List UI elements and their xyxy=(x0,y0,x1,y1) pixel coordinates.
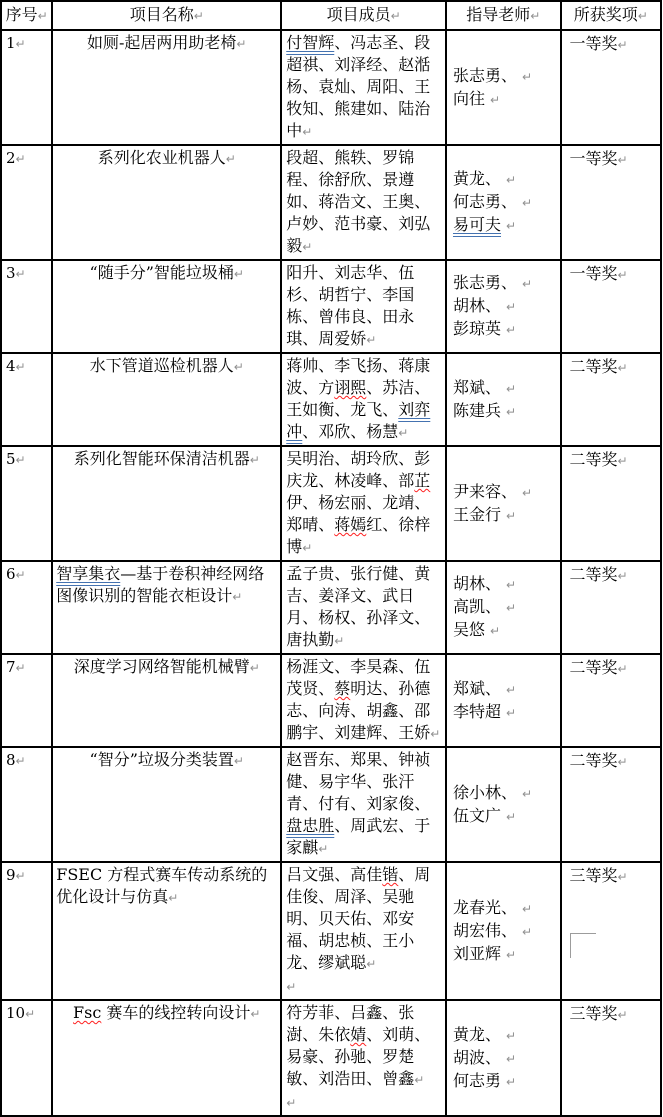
advisor-line xyxy=(453,214,558,237)
text-segment: 胡波、 xyxy=(452,1047,501,1067)
text-segment: 黄龙、 xyxy=(452,1024,501,1044)
text-segment: 李特超 xyxy=(452,701,501,721)
line-break-mark: ↵ xyxy=(506,705,517,720)
header-label: 所获奖项 xyxy=(573,5,638,24)
header-col-project-name xyxy=(52,1,281,30)
line-break-mark: ↵ xyxy=(15,754,26,768)
cell-index xyxy=(1,654,52,747)
header-col-members xyxy=(281,1,446,30)
line-break-mark: ↵ xyxy=(15,152,26,166)
spellcheck-flagged-text: 蔡 xyxy=(334,679,351,698)
line-break-mark: ↵ xyxy=(414,1073,425,1087)
header-row xyxy=(1,1,661,30)
row-number: 4 xyxy=(6,357,16,375)
line-break-mark: ↵ xyxy=(617,662,628,676)
cell-project-name xyxy=(52,561,281,654)
advisor-line xyxy=(453,678,558,701)
advisor-line xyxy=(453,596,558,619)
line-break-mark: ↵ xyxy=(15,661,26,675)
advisor-line xyxy=(453,1070,558,1093)
cell-index xyxy=(1,446,52,561)
line-break-mark: ↵ xyxy=(302,125,313,139)
line-break-mark: ↵ xyxy=(617,755,628,769)
blue-double-underlined-text: 智享集衣 xyxy=(56,564,121,583)
text-segment: “随手分”智能垃圾桶 xyxy=(89,263,234,282)
line-break-mark: ↵ xyxy=(490,92,501,107)
text-segment: 杨涯文、李昊森、伍茂贤、 xyxy=(286,657,431,698)
cell-award xyxy=(561,862,662,1000)
cell-project-name xyxy=(52,862,281,1000)
line-break-mark: ↵ xyxy=(522,901,533,916)
text-segment: 胡宏伟、 xyxy=(452,920,517,940)
table-body xyxy=(1,30,661,1116)
line-break-mark: ↵ xyxy=(617,38,628,52)
table-row xyxy=(1,862,661,1000)
cell-advisors xyxy=(446,30,561,145)
cell-award xyxy=(561,145,662,260)
text-segment: 吴悠 xyxy=(452,620,485,639)
line-break-mark: ↵ xyxy=(617,361,628,375)
line-break-mark: ↵ xyxy=(15,37,26,51)
line-break-mark: ↵ xyxy=(286,980,297,994)
spellcheck-flagged-text: 蒋嫣 xyxy=(334,515,367,534)
line-break-mark: ↵ xyxy=(637,9,648,23)
cell-index xyxy=(1,30,52,145)
text-segment: 蒋帅、李飞扬、蒋康波、方 xyxy=(286,356,431,397)
award-label: 二等奖 xyxy=(569,658,618,677)
line-break-mark: ↵ xyxy=(233,267,244,281)
blue-double-underlined-text: 付智辉 xyxy=(286,33,335,52)
row-number: 1 xyxy=(6,34,16,52)
table-row xyxy=(1,747,661,862)
text-segment: 王金行 xyxy=(452,504,501,524)
cell-advisors xyxy=(446,561,561,654)
row-number: 10 xyxy=(6,1004,26,1022)
line-break-mark: ↵ xyxy=(522,786,533,801)
blue-double-underlined-text: 刘弈冲 xyxy=(286,400,431,441)
award-label: 一等奖 xyxy=(569,264,618,283)
line-break-mark: ↵ xyxy=(522,277,533,291)
award-label: 三等奖 xyxy=(569,866,618,885)
award-label: 二等奖 xyxy=(569,751,618,770)
text-segment: 深度学习网络智能机械臂 xyxy=(73,657,250,676)
advisor-line xyxy=(453,920,558,943)
text-segment: 陈建兵 xyxy=(452,400,501,420)
line-break-mark: ↵ xyxy=(522,924,533,939)
line-break-mark: ↵ xyxy=(522,69,533,84)
text-segment: 明达、孙德志、向涛、胡鑫、邵鹏宇、刘建辉、王娇 xyxy=(286,679,431,742)
line-break-mark: ↵ xyxy=(617,870,628,884)
text-segment: 、周武宏、于家麒 xyxy=(286,816,431,857)
cell-members xyxy=(281,862,446,1000)
award-label: 三等奖 xyxy=(569,1004,618,1023)
text-segment: 高凯、 xyxy=(452,597,501,616)
line-break-mark: ↵ xyxy=(617,454,628,468)
line-break-mark: ↵ xyxy=(522,196,533,210)
cell-members xyxy=(281,30,446,145)
cell-members xyxy=(281,747,446,862)
row-number: 5 xyxy=(6,450,16,468)
row-number: 3 xyxy=(6,264,16,282)
award-label: 一等奖 xyxy=(569,149,618,168)
cell-advisors xyxy=(446,145,561,260)
cell-members xyxy=(281,145,446,260)
line-break-mark: ↵ xyxy=(617,153,628,167)
line-break-mark: ↵ xyxy=(232,590,243,604)
cell-advisors xyxy=(446,1000,561,1116)
cell-project-name xyxy=(52,446,281,561)
line-break-mark: ↵ xyxy=(398,426,409,440)
line-break-mark: ↵ xyxy=(15,267,26,281)
advisor-line xyxy=(453,318,558,341)
line-break-mark: ↵ xyxy=(366,333,377,347)
cell-project-name xyxy=(52,145,281,260)
advisor-line xyxy=(453,504,558,527)
cell-award xyxy=(561,747,662,862)
text-boundary-corner-mark xyxy=(570,933,596,958)
line-break-mark: ↵ xyxy=(506,323,517,337)
advisor-line xyxy=(453,701,558,724)
text-segment: —基于卷积神经网络图像识别的智能衣柜设计 xyxy=(56,564,265,605)
line-break-mark: ↵ xyxy=(249,661,260,675)
header-col-index xyxy=(1,1,52,30)
cell-index xyxy=(1,353,52,446)
cell-award xyxy=(561,561,662,654)
table-header xyxy=(1,1,661,30)
award-label: 一等奖 xyxy=(569,34,618,53)
line-break-mark: ↵ xyxy=(490,624,501,638)
table-row xyxy=(1,145,661,260)
text-segment: 向往 xyxy=(452,88,485,108)
header-label: 序号 xyxy=(5,5,38,24)
line-break-mark: ↵ xyxy=(302,541,313,555)
line-break-mark: ↵ xyxy=(390,9,401,23)
header-label: 指导老师 xyxy=(466,5,531,24)
text-segment: 赵晋东、郑果、钟祯健、易宇华、张汗青、付有、刘家俊、 xyxy=(286,750,431,813)
text-segment: 系列化农业机器人 xyxy=(97,148,226,167)
line-break-mark: ↵ xyxy=(506,1051,517,1066)
table-row xyxy=(1,561,661,654)
cell-index xyxy=(1,260,52,353)
advisor-line xyxy=(453,88,558,111)
advisor-line xyxy=(453,377,558,400)
table-row xyxy=(1,353,661,446)
text-segment: 龙春光、 xyxy=(452,897,517,917)
text-segment: 符芳菲、吕鑫、张澍、朱依 xyxy=(286,1003,415,1044)
row-number: 2 xyxy=(6,149,16,167)
text-segment: 伊、杨宏丽、龙靖、郑晴、 xyxy=(286,493,431,534)
line-break-mark: ↵ xyxy=(506,219,517,233)
cell-project-name xyxy=(52,353,281,446)
advisor-line xyxy=(453,481,558,504)
text-segment: 尹来容、 xyxy=(452,481,517,501)
line-break-mark: ↵ xyxy=(506,1074,517,1089)
header-col-award xyxy=(561,1,662,30)
row-number: 6 xyxy=(6,565,16,583)
advisor-line xyxy=(453,1047,558,1070)
cell-advisors xyxy=(446,747,561,862)
cell-members xyxy=(281,353,446,446)
line-break-mark: ↵ xyxy=(318,842,329,856)
line-break-mark: ↵ xyxy=(430,727,441,741)
spellcheck-flagged-text: 锴 xyxy=(382,865,399,884)
empty-paragraph xyxy=(286,1091,443,1114)
award-label: 二等奖 xyxy=(569,565,618,584)
cell-project-name xyxy=(52,260,281,353)
line-break-mark: ↵ xyxy=(15,360,26,374)
cell-members xyxy=(281,260,446,353)
cell-members xyxy=(281,446,446,561)
line-break-mark: ↵ xyxy=(302,240,313,254)
cell-index xyxy=(1,561,52,654)
text-segment: “智分”垃圾分类装置 xyxy=(89,750,234,769)
advisor-line xyxy=(453,619,558,642)
line-break-mark: ↵ xyxy=(233,754,244,768)
text-segment: 赛车的线控转向设计 xyxy=(101,1003,251,1022)
cell-advisors xyxy=(446,353,561,446)
cell-index xyxy=(1,747,52,862)
line-break-mark: ↵ xyxy=(506,1028,517,1043)
spellcheck-flagged-text: Fsc xyxy=(73,1003,102,1022)
line-break-mark: ↵ xyxy=(617,268,628,282)
text-segment: 郑斌、 xyxy=(452,678,501,698)
text-segment: 系列化智能环保清洁机器 xyxy=(73,449,250,468)
table-row xyxy=(1,260,661,353)
line-break-mark: ↵ xyxy=(506,404,517,419)
cell-award xyxy=(561,446,662,561)
line-break-mark: ↵ xyxy=(617,569,628,583)
text-segment: 红、徐梓博 xyxy=(286,515,431,556)
text-segment: 、刘萌、易豪、孙驰、罗楚敏、刘浩田、曾鑫 xyxy=(286,1025,431,1088)
text-segment: FSEC 方程式赛车传动系统的优化设计与仿真 xyxy=(56,865,268,906)
text-segment: 、苏洁、王如衡、龙飞、 xyxy=(286,378,431,419)
line-break-mark: ↵ xyxy=(506,173,517,187)
text-segment: 、邓欣、杨慧 xyxy=(302,422,399,441)
advisor-line xyxy=(453,943,558,966)
table-row xyxy=(1,654,661,747)
advisor-line xyxy=(453,295,558,318)
line-break-mark: ↵ xyxy=(366,957,377,971)
cell-award xyxy=(561,654,662,747)
empty-paragraph xyxy=(286,975,443,998)
advisor-line xyxy=(453,272,558,295)
text-segment: 伍文广 xyxy=(452,805,501,825)
advisor-line xyxy=(453,573,558,596)
line-break-mark: ↵ xyxy=(193,9,204,23)
text-segment: 张志勇、 xyxy=(452,65,517,85)
text-segment: 、冯志圣、段超祺、刘泽经、赵湉杨、袁灿、周阳、王牧知、熊建如、陆治中 xyxy=(286,33,431,140)
line-break-mark: ↵ xyxy=(236,37,247,51)
cell-project-name xyxy=(52,654,281,747)
cell-award xyxy=(561,1000,662,1116)
text-segment: 吴明治、胡玲欣、彭庆龙、林凌峰、部 xyxy=(286,449,431,490)
spellcheck-flagged-text: 婧 xyxy=(350,1025,367,1044)
cell-members xyxy=(281,654,446,747)
blue-double-underlined-text: 易可夫 xyxy=(452,215,501,234)
cell-award xyxy=(561,353,662,446)
advisor-line xyxy=(453,400,558,423)
advisor-line xyxy=(453,897,558,920)
header-label: 项目成员 xyxy=(326,5,391,24)
cell-index xyxy=(1,145,52,260)
cell-advisors xyxy=(446,654,561,747)
cell-members xyxy=(281,1000,446,1116)
line-break-mark: ↵ xyxy=(617,1008,628,1022)
text-segment: 徐小林、 xyxy=(452,782,517,802)
line-break-mark: ↵ xyxy=(506,300,517,314)
line-break-mark: ↵ xyxy=(530,9,541,23)
text-segment: 水下管道巡检机器人 xyxy=(89,356,234,375)
text-segment: 郑斌、 xyxy=(452,377,501,397)
text-segment: 彭琼英 xyxy=(452,319,501,338)
table-row xyxy=(1,1000,661,1116)
line-break-mark: ↵ xyxy=(506,381,517,396)
text-segment: 何志勇 xyxy=(452,1070,501,1090)
line-break-mark: ↵ xyxy=(249,453,260,467)
spellcheck-flagged-text: 诩熙 xyxy=(334,378,367,397)
line-break-mark: ↵ xyxy=(25,1007,36,1021)
text-segment: 胡林、 xyxy=(452,296,501,315)
text-segment: 如厕-起居两用助老椅 xyxy=(86,33,237,52)
blue-double-underlined-text: 盘忠胜 xyxy=(286,816,335,835)
text-segment: 阳升、刘志华、伍杉、胡哲宁、李国栋、曾伟良、田永琪、周爱娇 xyxy=(286,263,415,348)
line-break-mark: ↵ xyxy=(286,1096,297,1110)
text-segment: 何志勇、 xyxy=(452,192,517,211)
advisor-line xyxy=(453,191,558,214)
cell-advisors xyxy=(446,260,561,353)
line-break-mark: ↵ xyxy=(168,891,179,905)
header-label: 项目名称 xyxy=(129,5,194,24)
table-row xyxy=(1,446,661,561)
cell-advisors xyxy=(446,446,561,561)
advisor-line xyxy=(453,1024,558,1047)
line-break-mark: ↵ xyxy=(506,601,517,615)
advisor-line xyxy=(453,65,558,88)
line-break-mark: ↵ xyxy=(334,634,345,648)
text-segment: 黄龙、 xyxy=(452,169,501,188)
text-segment: 吕文强、高佳 xyxy=(286,865,383,884)
cell-award xyxy=(561,30,662,145)
text-segment: 胡林、 xyxy=(452,574,501,593)
text-segment: 、周佳俊、周泽、吴驰明、贝天佑、邓安福、胡忠桢、王小龙、缪斌聪 xyxy=(286,865,431,972)
text-segment: 段超、熊轶、罗锦程、徐舒欣、景遵如、蒋浩文、王奥、卢妙、范书豪、刘弘毅 xyxy=(286,148,431,255)
line-break-mark: ↵ xyxy=(506,809,517,824)
line-break-mark: ↵ xyxy=(250,1007,261,1021)
row-number: 9 xyxy=(6,866,16,884)
line-break-mark: ↵ xyxy=(522,485,533,500)
header-col-advisors xyxy=(446,1,561,30)
spellcheck-flagged-text: 芷 xyxy=(414,471,431,490)
award-label: 二等奖 xyxy=(569,450,618,469)
table-row xyxy=(1,30,661,145)
line-break-mark: ↵ xyxy=(506,947,517,962)
line-break-mark: ↵ xyxy=(506,578,517,592)
cell-index xyxy=(1,862,52,1000)
advisor-line xyxy=(453,168,558,191)
advisor-line xyxy=(453,805,558,828)
cell-project-name xyxy=(52,747,281,862)
line-break-mark: ↵ xyxy=(15,453,26,467)
line-break-mark: ↵ xyxy=(506,682,517,697)
line-break-mark: ↵ xyxy=(233,360,244,374)
line-break-mark: ↵ xyxy=(37,9,48,23)
text-segment: 刘亚辉 xyxy=(452,943,501,963)
cell-advisors xyxy=(446,862,561,1000)
line-break-mark: ↵ xyxy=(225,152,236,166)
row-number: 7 xyxy=(6,658,16,676)
advisor-line xyxy=(453,782,558,805)
cell-members xyxy=(281,561,446,654)
cell-project-name xyxy=(52,30,281,145)
cell-award xyxy=(561,260,662,353)
row-number: 8 xyxy=(6,751,16,769)
cell-project-name xyxy=(52,1000,281,1116)
line-break-mark: ↵ xyxy=(15,869,26,883)
text-segment: 孟子贵、张行健、黄吉、姜泽文、武日月、杨权、孙泽文、唐执勤 xyxy=(286,564,431,649)
cell-index xyxy=(1,1000,52,1116)
award-label: 二等奖 xyxy=(569,357,618,376)
line-break-mark: ↵ xyxy=(506,508,517,523)
line-break-mark: ↵ xyxy=(15,568,26,582)
text-segment: 张志勇、 xyxy=(452,273,517,292)
